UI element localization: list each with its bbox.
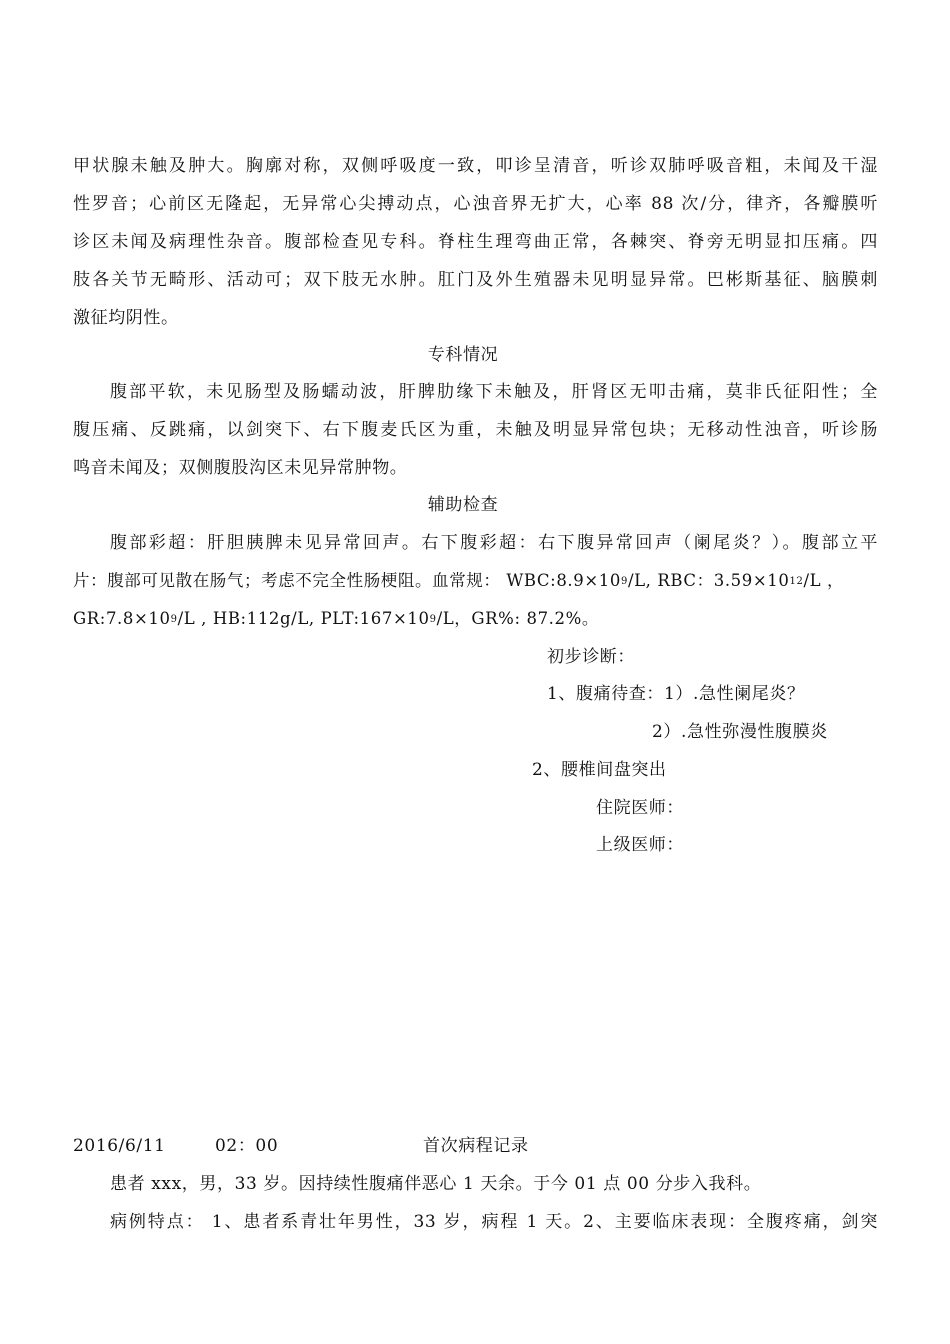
plt-exponent: 9 (429, 614, 437, 625)
record-title: 首次病程记录 (423, 1136, 529, 1156)
gr-text-a: GR:7.8×10 (73, 609, 171, 628)
blood-routine-text-c: /L, RBC：3.59×10 (627, 571, 790, 590)
auxiliary-line-3 (73, 607, 599, 632)
diagnosis-title: 初步诊断： (547, 647, 635, 667)
specialty-line-1: 腹部平软，未见肠型及肠蠕动波，肝脾肋缘下未触及，肝肾区无叩击痛，莫非氏征阳性；全 (110, 382, 878, 402)
exam-line-1: 甲状腺未触及肿大。胸廓对称，双侧呼吸度一致，叩诊呈清音，听诊双肺呼吸音粗，未闻及干湿 (73, 156, 878, 176)
auxiliary-heading: 辅助检查 (427, 495, 499, 515)
exam-line-2: 性罗音；心前区无隆起，无异常心尖搏动点，心浊音界无扩大，心率 88 次/分，律齐，各瓣膜听 (73, 194, 878, 214)
exam-line-4: 肢各关节无畸形、活动可；双下肢无水肿。肛门及外生殖器未见明显异常。巴彬斯基征、脑膜刺 (73, 270, 878, 290)
blood-routine-text-e: /L ， (803, 571, 845, 590)
record-date: 2016/6/11 (73, 1136, 166, 1156)
resident-physician-label: 住院医师： (596, 798, 684, 818)
wbc-exponent: 9 (620, 576, 628, 587)
blood-routine-text-a: 片：腹部可见散在肠气；考虑不完全性肠梗阻。血常规： WBC:8.9×10 (73, 571, 621, 590)
diagnosis-item-1: 1、腹痛待查：1）.急性阑尾炎？ (547, 684, 805, 704)
grpct-text-e: /L，GR%: 87.2%。 (436, 609, 599, 628)
diagnosis-item-2: 2、腰椎间盘突出 (532, 760, 667, 780)
exam-line-5: 激征均阴性。 (73, 308, 179, 328)
rbc-exponent: 12 (789, 576, 804, 587)
senior-physician-label: 上级医师： (596, 835, 684, 855)
auxiliary-line-1: 腹部彩超：肝胆胰脾未见异常回声。右下腹彩超：右下腹异常回声（阑尾炎？）。腹部立平 (110, 533, 878, 553)
auxiliary-line-2 (73, 569, 844, 594)
plt-text-c: /L , HB:112g/L, PLT:167×10 (177, 609, 430, 628)
specialty-heading: 专科情况 (427, 345, 499, 365)
gr-exponent: 9 (170, 614, 178, 625)
record-time: 02：00 (215, 1136, 279, 1156)
diagnosis-item-1-sub: 2）.急性弥漫性腹膜炎 (652, 722, 828, 742)
specialty-line-2: 腹压痛、反跳痛，以剑突下、右下腹麦氏区为重，未触及明显异常包块；无移动性浊音，听诊肠 (73, 420, 878, 440)
specialty-line-3: 鸣音未闻及；双侧腹股沟区未见异常肿物。 (73, 458, 408, 478)
record-line-1: 患者 xxx，男，33 岁。因持续性腹痛伴恶心 1 天余。于今 01 点 00 分步入我科。 (110, 1174, 762, 1194)
exam-line-3: 诊区未闻及病理性杂音。腹部检查见专科。脊柱生理弯曲正常，各棘突、脊旁无明显扣压痛。四 (73, 232, 878, 252)
record-line-2: 病例特点： 1、患者系青壮年男性，33 岁，病程 1 天。2、主要临床表现：全腹疼痛，剑突 (110, 1212, 878, 1232)
